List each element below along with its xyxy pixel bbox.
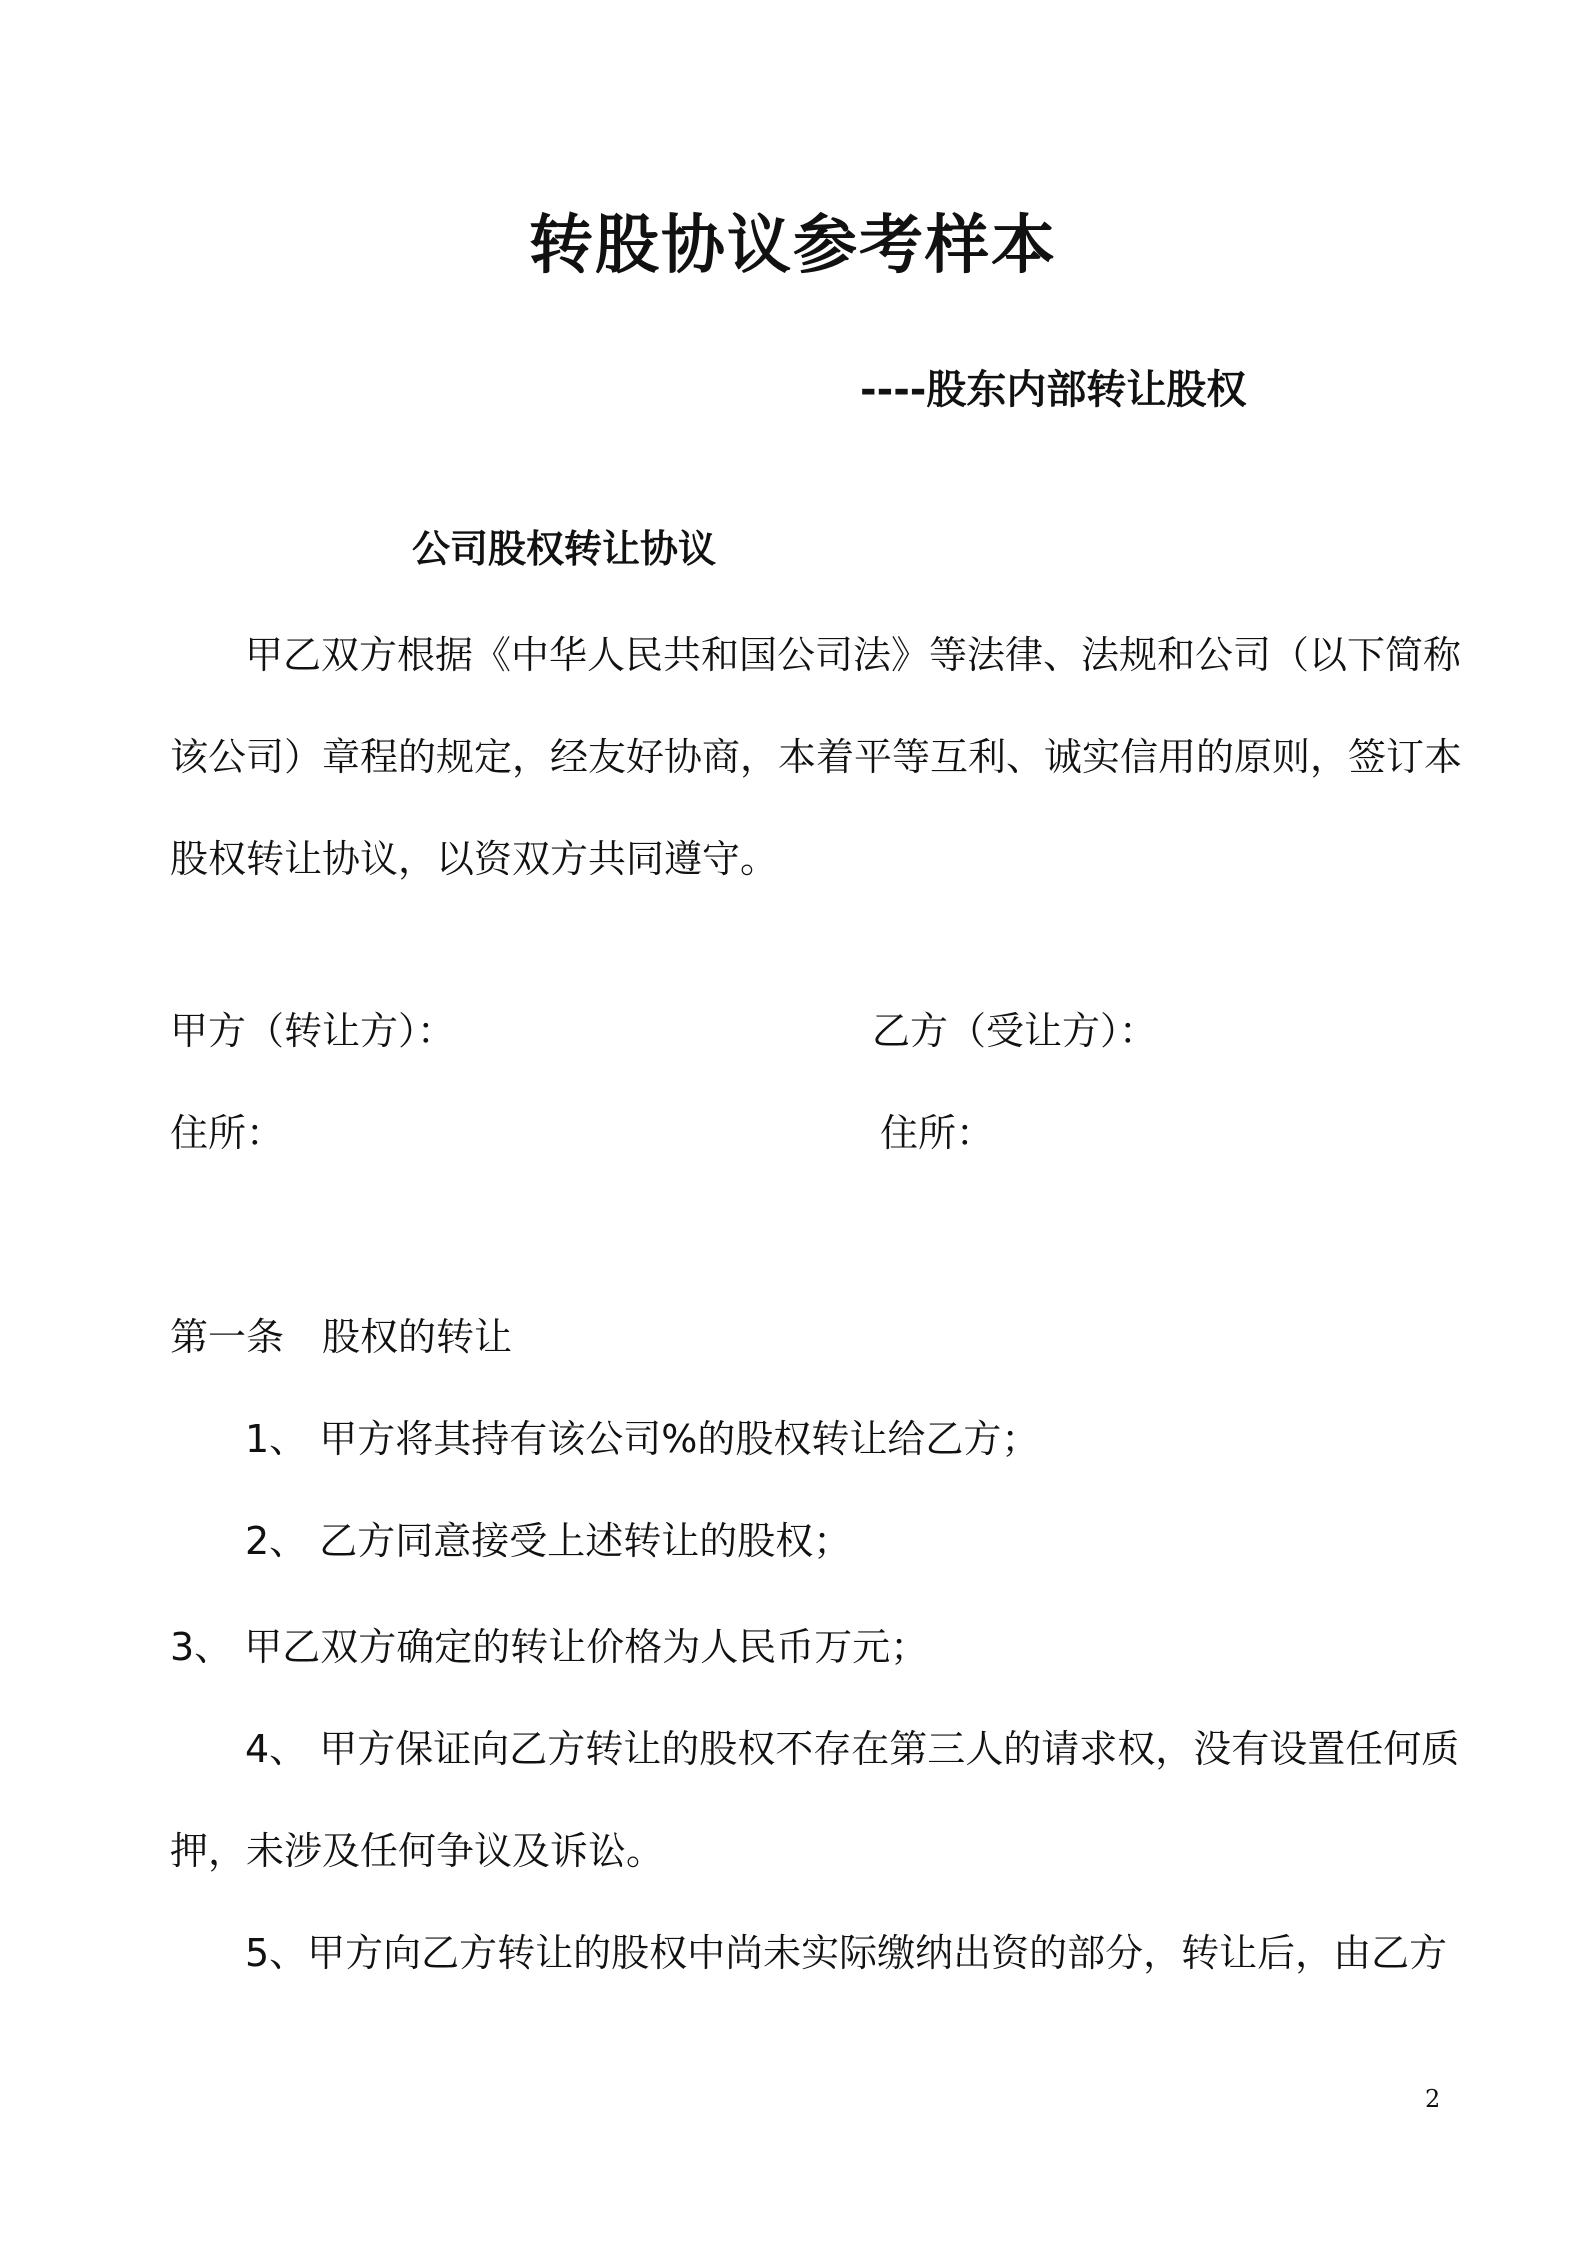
article-1-item-5: 5、甲方向乙方转让的股权中尚未实际缴纳出资的部分，转让后，由乙方 <box>245 1931 1448 1975</box>
document-title: 转股协议参考样本 <box>529 209 1057 283</box>
article-1-item-3: 3、 甲乙双方确定的转让价格为人民币万元； <box>170 1625 929 1669</box>
article-1-item-4-line-1: 4、 甲方保证向乙方转让的股权不存在第三人的请求权，没有设置任何质 <box>245 1727 1460 1771</box>
article-1-item-1: 1、 甲方将其持有该公司%的股权转让给乙方； <box>245 1417 1040 1461</box>
article-1-title: 第一条 股权的转让 <box>170 1315 513 1359</box>
page-number: 2 <box>1425 2085 1441 2113</box>
party-b-label: 乙方（受让方）： <box>872 1009 1158 1053</box>
intro-line-1: 甲乙双方根据《中华人民共和国公司法》等法律、法规和公司（以下简称 <box>245 633 1462 677</box>
document-subtitle: ----股东内部转让股权 <box>860 367 1247 413</box>
party-a-address-label: 住所： <box>170 1111 285 1155</box>
intro-line-3: 股权转让协议，以资双方共同遵守。 <box>170 837 779 881</box>
intro-line-2: 该公司）章程的规定，经友好协商，本着平等互利、诚实信用的原则，签订本 <box>170 735 1463 779</box>
agreement-heading: 公司股权转让协议 <box>412 527 717 571</box>
article-1-item-4-line-2: 押，未涉及任何争议及诉讼。 <box>170 1829 665 1873</box>
party-a-label: 甲方（转让方）： <box>170 1009 456 1053</box>
party-b-address-label: 住所： <box>880 1111 995 1155</box>
article-1-item-2: 2、 乙方同意接受上述转让的股权； <box>245 1519 852 1563</box>
